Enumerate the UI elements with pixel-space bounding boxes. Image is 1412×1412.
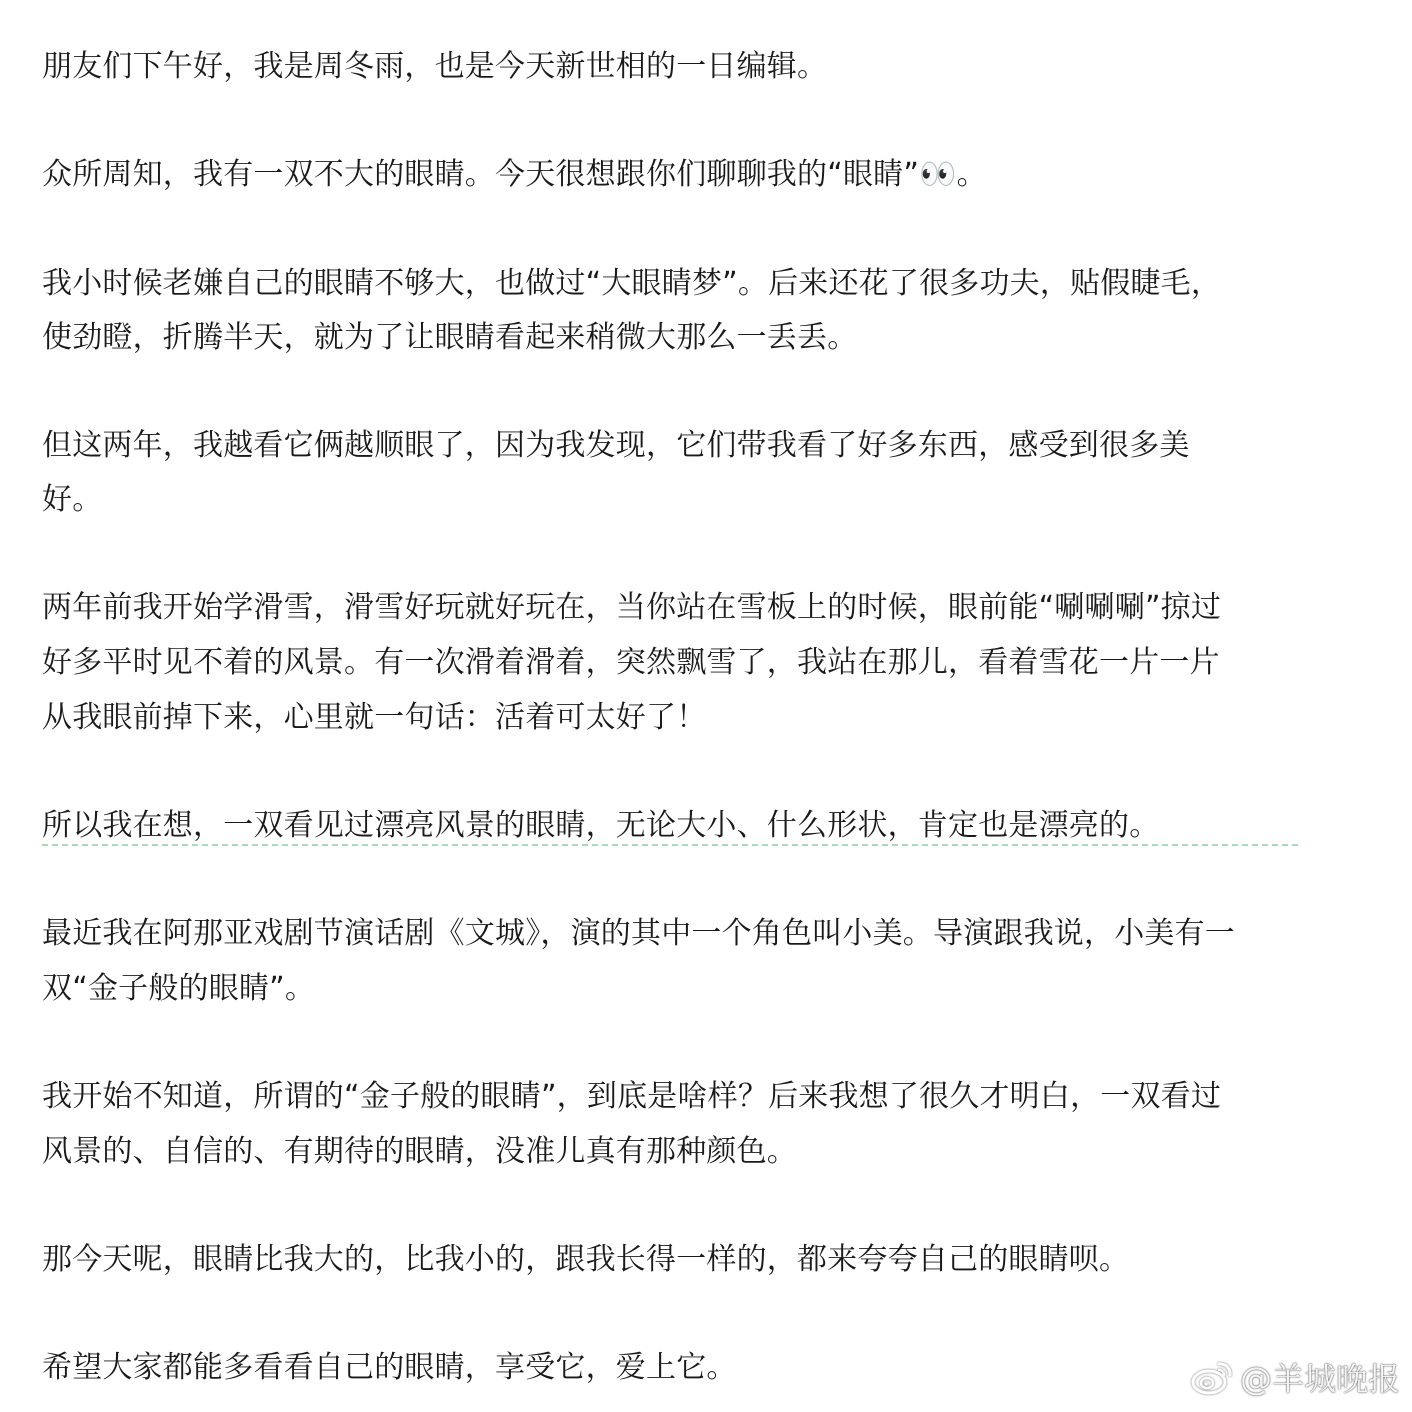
paragraph-line: 最近我在阿那亚戏剧节演话剧《文城》，演的其中一个角色叫小美。导演跟我说，小美有一 [42,916,1235,951]
paragraph-line: 双“金子般的眼睛”。 [42,971,316,1006]
paragraph-line: 使劲瞪，折腾半天，就为了让眼睛看起来稍微大那么一丢丢。 [42,320,858,355]
article-body [42,0,1387,1412]
paragraph-line: 我开始不知道，所谓的“金子般的眼睛”，到底是啥样？后来我想了很久才明白，一双看过 [42,1079,1222,1114]
paragraph-line: 但这两年，我越看它俩越顺眼了，因为我发现，它们带我看了好多东西，感受到很多美 [42,428,1190,463]
paragraph-line: 两年前我开始学滑雪，滑雪好玩就好玩在，当你站在雪板上的时候，眼前能“唰唰唰”掠过 [42,590,1222,625]
watermark [1190,1354,1400,1400]
paragraph-line: 我小时候老嫌自己的眼睛不够大，也做过“大眼睛梦”。后来还花了很多功夫，贴假睫毛， [42,266,1222,301]
paragraph-line: 风景的、自信的、有期待的眼睛，没准儿真有那种颜色。 [42,1134,797,1169]
dashed-underline [42,844,1298,846]
highlighted-line: 所以我在想，一双看见过漂亮风景的眼睛，无论大小、什么形状，肯定也是漂亮的。 [42,808,1160,843]
paragraph-line: 从我眼前掉下来，心里就一句话：活着可太好了！ [42,700,707,735]
paragraph-line: 那今天呢，眼睛比我大的，比我小的，跟我长得一样的，都来夸夸自己的眼睛呗。 [42,1242,1130,1277]
paragraph-line: 希望大家都能多看看自己的眼睛，享受它，爱上它。 [42,1350,737,1385]
watermark-text: @羊城晚报 [1239,1360,1400,1398]
paragraph-line: 好。 [42,482,103,517]
paragraph-line: 朋友们下午好，我是周冬雨，也是今天新世相的一日编辑。 [42,49,828,84]
paragraph-line: 众所周知，我有一双不大的眼睛。今天很想跟你们聊聊我的“眼睛”👀。 [42,157,987,192]
weibo-icon [1190,1358,1234,1396]
paragraph-line: 好多平时见不着的风景。有一次滑着滑着，突然飘雪了，我站在那儿，看着雪花一片一片 [42,645,1220,680]
